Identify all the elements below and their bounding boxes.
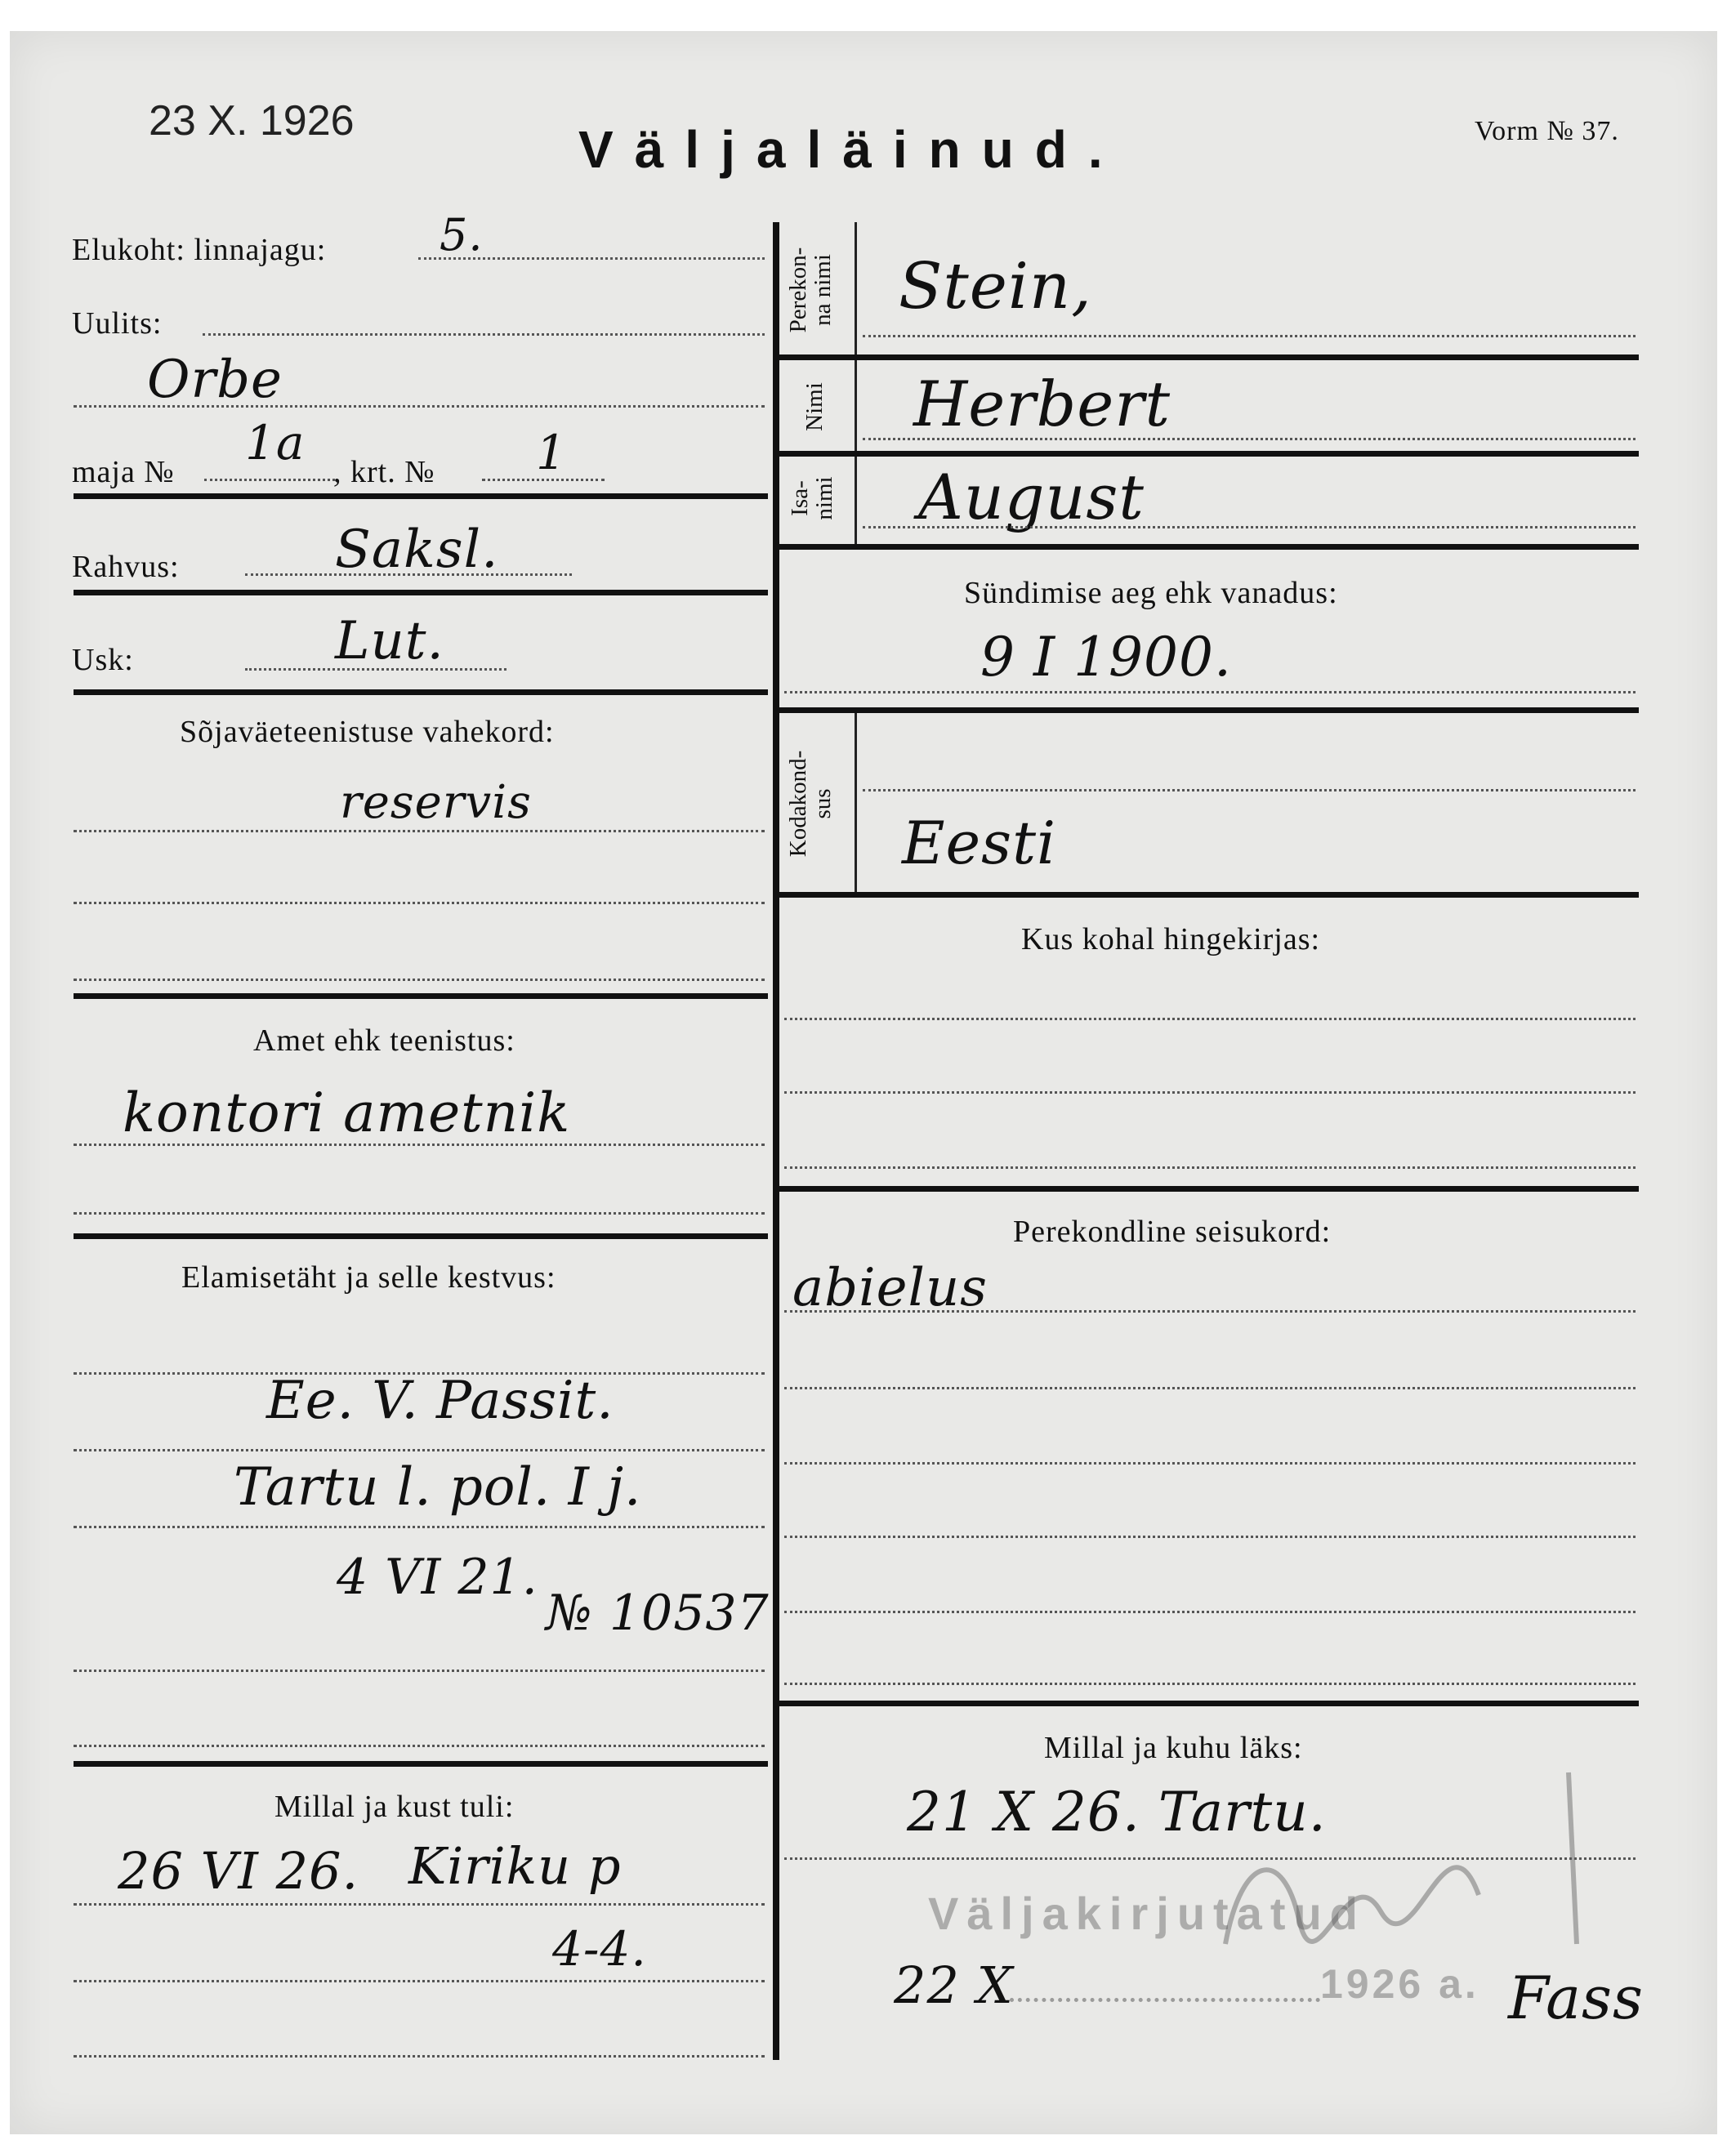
nationality-label: Rahvus: [72,550,180,584]
military-line-3 [74,979,765,981]
apt-label: , krt. № [333,455,435,489]
marital-line-6 [784,1683,1636,1685]
marital-line-4 [784,1536,1636,1538]
surname-line [863,335,1636,337]
arrival-line-2 [74,1980,765,1982]
citizenship-line-1 [863,789,1636,791]
departure-stamp-text: Väljakirjutatud [928,1888,1366,1939]
street-line-1 [203,333,765,336]
divider-r3 [778,544,1639,550]
divider-6 [74,1761,768,1767]
citizenship-value: Eesti [902,809,1057,877]
marital-label: Perekondline seisukord: [1013,1215,1332,1249]
first-name-value: Herbert [913,368,1171,440]
surname-label-line-1: Perekon- [785,247,811,333]
military-value: reservis [340,776,532,829]
house-value: 1a [245,415,306,470]
departure-label: Millal ja kuhu läks: [1044,1731,1303,1765]
pencil-scribble-path [1225,1772,1577,1944]
surname-value: Stein, [899,250,1092,323]
marital-line-2 [784,1387,1636,1389]
district-value: 5. [440,209,484,261]
occupation-line-1 [74,1144,765,1146]
arrival-place-2: 4-4. [552,1921,647,1977]
label-column-line-citizenship [855,712,857,895]
label-column-line-top [855,222,857,549]
father-label-line-2: nimi [811,476,837,520]
divider-r1 [778,354,1639,360]
departure-value: 21 X 26. Tartu. [907,1781,1327,1844]
divider-r2 [778,451,1639,457]
column-divider [773,222,779,2060]
military-label: Sõjaväeteenistuse vahekord: [180,715,555,749]
occupation-label: Amet ehk teenistus: [253,1023,515,1058]
street-value: Orbe [147,350,283,410]
street-line-2 [74,405,765,408]
citizenship-label [786,722,835,885]
residence-permit-label: Elamisetäht ja selle kestvus: [181,1260,556,1295]
permit-line-5 [74,1745,765,1747]
permit-line-text-3: 4 VI 21. [337,1549,538,1606]
religion-label: Usk: [72,643,134,677]
father-name-label [788,457,837,539]
pencil-scribble [1209,1756,1634,1968]
marital-value: abielus [792,1258,988,1318]
apt-value: 1 [536,425,567,480]
marital-line-5 [784,1611,1636,1613]
divider-4 [74,993,768,999]
military-line-1 [74,830,765,832]
divider-r5 [778,892,1639,898]
registry-line-2 [784,1091,1636,1094]
stamp-dotted-line [1010,1998,1320,2002]
permit-line-2 [74,1449,765,1451]
arrival-date: 26 VI 26. [118,1841,359,1901]
permit-line-text-1: Ee. V. Passit. [266,1371,614,1431]
permit-line-4 [74,1670,765,1672]
registry-label: Kus kohal hingekirjas: [1021,922,1321,956]
registry-line-3 [784,1166,1636,1169]
first-name-line [863,438,1636,440]
divider-r7 [778,1701,1639,1706]
arrival-line-1 [74,1903,765,1906]
form-title: Väljaläinud. [578,120,1124,179]
divider-1 [74,493,768,499]
permit-line-3 [74,1526,765,1528]
marital-line-1 [784,1310,1636,1313]
occupation-value: kontori ametnik [123,1081,571,1144]
nationality-value: Saksl. [335,519,499,580]
residence-label: Elukoht: linnajagu: [72,233,327,267]
father-name-line [863,526,1636,528]
divider-r6 [778,1186,1639,1192]
father-label-line-1: Isa- [787,480,813,516]
street-label: Uulits: [72,306,163,341]
arrival-place: Kiriku p [408,1836,622,1896]
house-line [204,479,335,481]
permit-line-text-2: Tartu l. pol. I j. [234,1457,642,1518]
registry-line-1 [784,1018,1636,1020]
citizenship-label-line-1: Kodakond- [785,750,811,858]
arrival-label: Millal ja kust tuli: [274,1790,515,1824]
divider-r4 [778,707,1639,713]
header-date: 23 X. 1926 [149,97,355,145]
citizenship-label-line-2: sus [810,788,836,819]
occupation-line-2 [74,1212,765,1215]
divider-2 [74,590,768,595]
arrival-line-3 [74,2055,765,2058]
father-name-value: August [918,461,1145,533]
departure-stamp-year: 1926 a. [1320,1961,1479,2007]
permit-line-text-4: № 10537 [546,1585,770,1642]
divider-5 [74,1233,768,1239]
official-signature: Fass [1508,1964,1644,2032]
divider-3 [74,689,768,695]
form-number: Vorm № 37. [1475,116,1619,146]
birth-label: Sündimise aeg ehk vanadus: [964,576,1338,610]
surname-label [786,221,835,359]
departure-stamp-date: 22 X [894,1955,1014,2015]
surname-label-line-2: na nimi [810,254,836,326]
first-name-label: Nimi [801,382,828,431]
house-label: maja № [72,455,175,489]
birth-line [784,691,1636,693]
marital-line-3 [784,1462,1636,1465]
military-line-2 [74,902,765,904]
religion-value: Lut. [335,611,444,671]
birth-value: 9 I 1900. [980,626,1232,689]
